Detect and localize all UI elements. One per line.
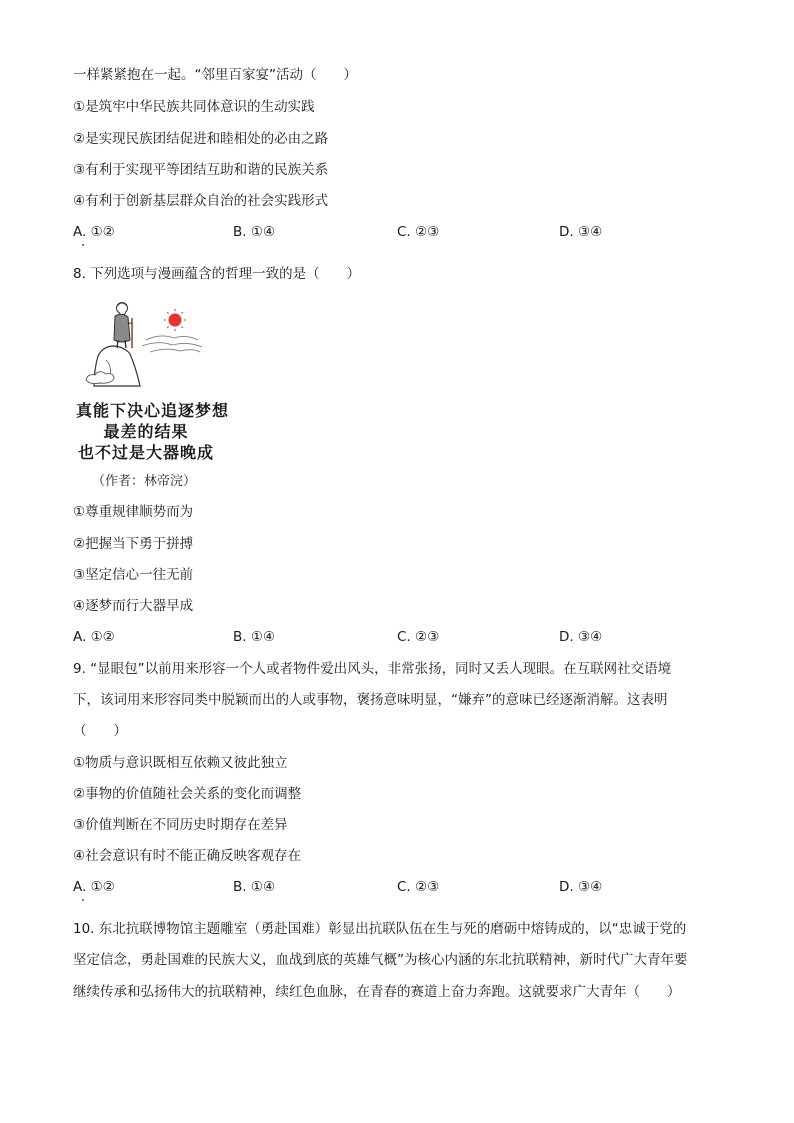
q8-options [73, 628, 733, 646]
q7-statement-4: ④有利于创新基层群众自治的社会实践形式 [73, 193, 329, 209]
cartoon-caption-line-3: 也不过是大器晚成 [77, 443, 214, 462]
q9-option-d: D. ③④ [559, 879, 603, 895]
q9-options [73, 878, 733, 896]
cartoon-author: （作者：林帝浣） [92, 474, 197, 489]
stray-dot [82, 899, 84, 901]
q7-statement-2: ②是实现民族团结促进和睦相处的必由之路 [73, 131, 329, 147]
q9-option-b: B. ①④ [233, 879, 276, 895]
cloud-shape [86, 372, 114, 384]
q7-statement-1: ①是筑牢中华民族共同体意识的生动实践 [73, 99, 315, 115]
cartoon-caption-line-1: 真能下决心追逐梦想 [76, 401, 230, 420]
cartoon-illustration [76, 296, 206, 396]
q8-statement-2: ②把握当下勇于拼搏 [73, 536, 194, 552]
q10-stem-line-2: 坚定信念，勇赴国难的民族大义，血战到底的英雄气概”为核心内涵的东北抗联精神，新时代广大青年要 [73, 952, 688, 968]
stray-dot [82, 244, 84, 246]
q9-stem-line-1: 9. “显眼包”以前用来形容一个人或者物件爱出风头，非常张扬，同时又丢人现眼。在互联网社交语境 [73, 661, 672, 677]
cartoon-caption-line-2: 最差的结果 [103, 422, 189, 441]
q8-statement-1: ①尊重规律顺势而为 [73, 504, 194, 520]
distant-hills [142, 336, 202, 352]
q7-option-a: A. ①② [73, 224, 115, 240]
q8-option-b: B. ①④ [233, 629, 276, 645]
q7-stem-tail: 一样紧紧抱在一起。“邻里百家宴”活动（ ） [73, 67, 357, 83]
q10-stem-line-1: 10. 东北抗联博物馆主题雕室（勇赴国难）彰显出抗联队伍在生与死的磨砺中熔铸成的，以“忠诚于党的 [73, 921, 687, 937]
q7-option-b: B. ①④ [233, 224, 276, 240]
old-man-figure [114, 303, 132, 349]
q9-stem-line-2: 下，该词用来形容同类中脱颖而出的人或事物，褒扬意味明显，“嫌弃”的意味已经逐渐消解。这表明 [73, 692, 668, 708]
q8-option-d: D. ③④ [559, 629, 603, 645]
q7-statement-3: ③有利于实现平等团结互助和谐的民族关系 [73, 162, 329, 178]
q9-option-c: C. ②③ [397, 879, 440, 895]
q8-option-a: A. ①② [73, 629, 115, 645]
q9-option-a: A. ①② [73, 879, 115, 895]
q7-option-c: C. ②③ [397, 224, 440, 240]
q7-options [73, 223, 733, 241]
sun-icon [169, 314, 182, 327]
q9-stem-line-3: （ ） [73, 723, 127, 739]
q10-stem-line-3: 继续传承和弘扬伟大的抗联精神，续红色血脉，在青春的赛道上奋力奔跑。这就要求广大青年（ ） [73, 984, 681, 1000]
q7-option-d: D. ③④ [559, 224, 603, 240]
q9-statement-2: ②事物的价值随社会关系的变化而调整 [73, 786, 302, 802]
q8-statement-4: ④逐梦而行大器早成 [73, 598, 194, 614]
q9-statement-3: ③价值判断在不同历史时期存在差异 [73, 817, 288, 833]
q8-stem: 8. 下列选项与漫画蕴含的哲理一致的是（ ） [73, 266, 361, 282]
q9-statement-4: ④社会意识有时不能正确反映客观存在 [73, 848, 302, 864]
q8-statement-3: ③坚定信心一往无前 [73, 567, 194, 583]
q9-statement-1: ①物质与意识既相互依赖又彼此独立 [73, 755, 288, 771]
q8-option-c: C. ②③ [397, 629, 440, 645]
